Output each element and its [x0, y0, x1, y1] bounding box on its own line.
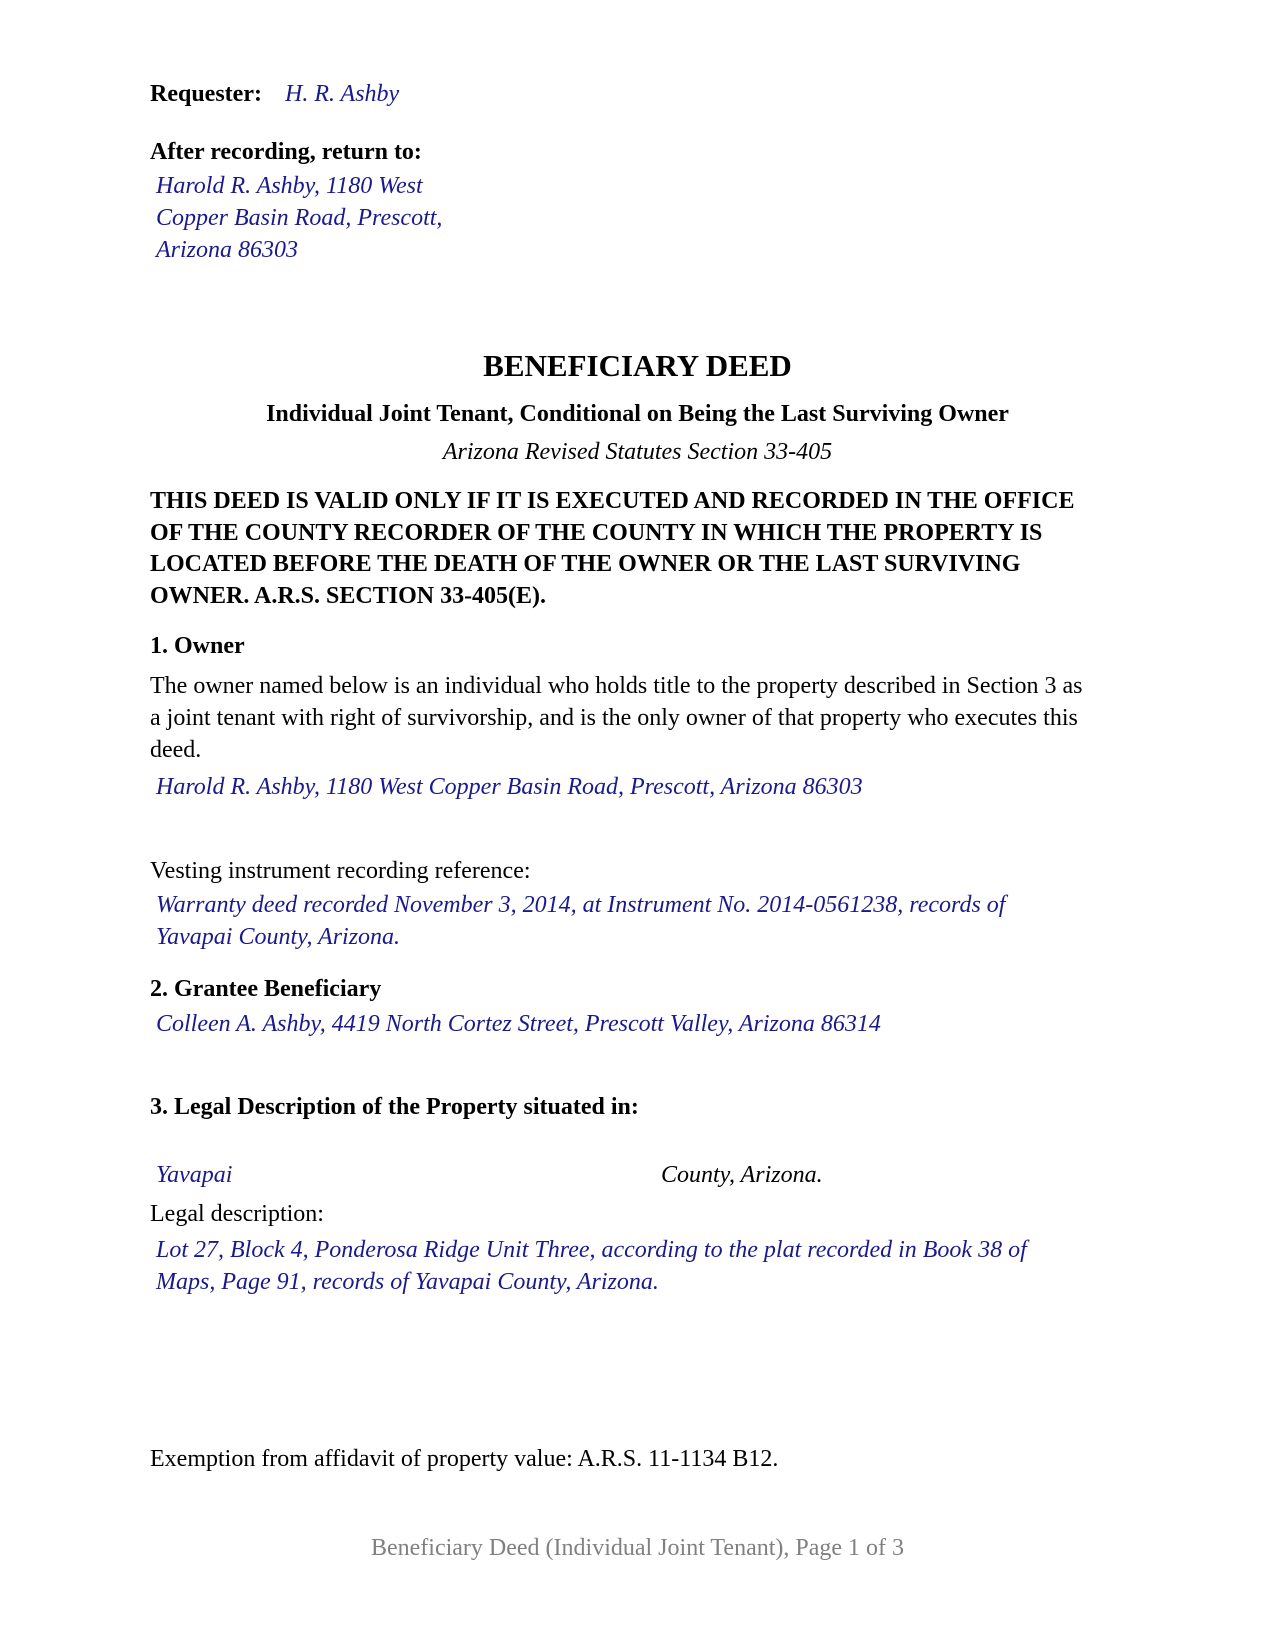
body-line: The owner named below is an individual who holds title to the property described in Section 3 as [150, 673, 1083, 699]
statute-reference: Arizona Revised Statutes Section 33-405 [442, 439, 833, 465]
document-subtitle: Individual Joint Tenant, Conditional on Being the Last Surviving Owner [266, 401, 1009, 427]
return-to-line: Copper Basin Road, Prescott, [156, 205, 443, 231]
return-to-address [156, 170, 442, 266]
legal-line: Lot 27, Block 4, Ponderosa Ridge Unit Three, according to the plat recorded in Book 38 of [156, 1237, 1027, 1263]
section-2-heading: 2. Grantee Beneficiary [150, 976, 382, 1002]
warning-line: THIS DEED IS VALID ONLY IF IT IS EXECUTED AND RECORDED IN THE OFFICE [150, 488, 1075, 514]
warning-line: OF THE COUNTY RECORDER OF THE COUNTY IN WHICH THE PROPERTY IS [150, 519, 1043, 546]
return-to-label: After recording, return to: [150, 139, 422, 165]
return-to-line: Harold R. Ashby, 1180 West [156, 173, 423, 199]
vesting-line: Yavapai County, Arizona. [156, 924, 401, 950]
warning-line: LOCATED BEFORE THE DEATH OF THE OWNER OR THE LAST SURVIVING [150, 551, 1021, 577]
section-1-heading: 1. Owner [150, 633, 245, 659]
document-title: BENEFICIARY DEED [483, 348, 792, 383]
legal-line: Maps, Page 91, records of Yavapai County, Arizona. [156, 1269, 659, 1295]
exemption-statement: Exemption from affidavit of property value: A.R.S. 11-1134 B12. [150, 1446, 779, 1472]
requester-label: Requester: [150, 81, 262, 107]
county-suffix: County, Arizona. [661, 1162, 823, 1188]
vesting-line: Warranty deed recorded November 3, 2014, at Instrument No. 2014-0561238, records of [156, 892, 1006, 918]
page-footer: Beneficiary Deed (Individual Joint Tenant), Page 1 of 3 [370, 1535, 905, 1561]
section-3-heading: 3. Legal Description of the Property situated in: [150, 1094, 639, 1120]
body-line: deed. [150, 737, 202, 763]
body-line: a joint tenant with right of survivorship, and is the only owner of that property who executes this [150, 705, 1078, 731]
owner-name-address: Harold R. Ashby, 1180 West Copper Basin Road, Prescott, Arizona 86303 [156, 774, 863, 800]
legal-description [156, 1234, 1027, 1298]
warning-line: OWNER. A.R.S. SECTION 33-405(E). [150, 582, 547, 609]
vesting-label: Vesting instrument recording reference: [150, 858, 531, 884]
validity-warning [150, 486, 1074, 612]
legal-description-label: Legal description: [150, 1201, 324, 1227]
vesting-reference [156, 889, 1005, 953]
section-1-body [150, 670, 1082, 766]
county-name: Yavapai [156, 1162, 233, 1188]
return-to-line: Arizona 86303 [156, 237, 299, 263]
requester-value: H. R. Ashby [285, 81, 400, 107]
grantee-name-address: Colleen A. Ashby, 4419 North Cortez Street, Prescott Valley, Arizona 86314 [156, 1011, 881, 1037]
